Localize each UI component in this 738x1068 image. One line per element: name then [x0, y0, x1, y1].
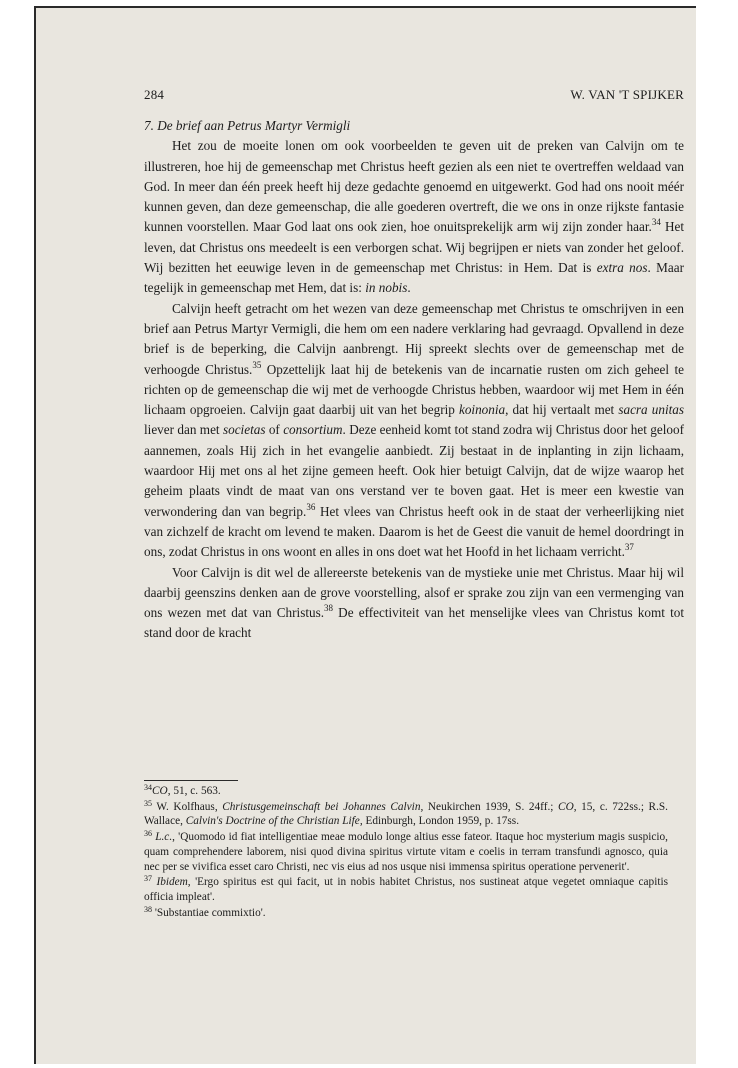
- footnote-ref-38: 38: [324, 603, 334, 614]
- paragraph-1: Het zou de moeite lonen om ook voorbeelden te geven uit de preken van Calvijn om te illustreren, hoe hij de gemeenschap met Christus heeft gezien als een niet te overtreffen weldaad van God. In meer dan één preek heeft hij deze gedachte genoemd en uitgewerkt. God had ons nooit méér kunnen geven, dan deze gemeenschap, die alle goederen overtreft, die we ons in onze rijkste fantasie kunnen voorstellen. Maar God laat ons ook zien, hoe onuitsprekelijk arm wij zijn zonder haar.$^{34}$ Het leven, dat Christus ons meedeelt is een verborgen schat. Wij begrijpen er niets van zonder het geloof. Wij bezitten het eeuwige leven in de gemeenschap met Christus: in Hem. Dat is extra nos. Maar tegelijk in gemeenschap met Hem, dat is: in nobis.: [144, 138, 684, 296]
- main-text: [144, 116, 684, 644]
- footnotes: [144, 784, 668, 921]
- page-number: 284: [144, 87, 165, 102]
- footnote-38: $^{38}$ 'Substantiae commixtio'.: [144, 904, 266, 919]
- running-header-author: W. VAN 'T SPIJKER: [570, 87, 684, 102]
- paragraph-3: Voor Calvijn is dit wel de allereerste betekenis van de mystieke unie met Christus. Maar hij wil daarbij geenszins denken aan de grove voorstelling, alsof er sprake zou zijn van een vermenging van ons wezen met dat van Christus.$^{38}$ De effectiviteit van het menselijke vlees van Christus komt tot stand door de kracht: [144, 564, 684, 641]
- footnote-37: $^{37}$ Ibidem, 'Ergo spiritus est qui facit, ut in nobis habitet Christus, nos sustineat atque vegetet omniaque capitis officia impleat'.: [144, 874, 669, 903]
- section-title: 7. De brief aan Petrus Martyr Vermigli: [144, 118, 351, 133]
- footnote-ref-37: 37: [624, 542, 634, 553]
- footnote-ref-36: 36: [306, 501, 316, 512]
- footnote-ref-34: 34: [651, 217, 661, 228]
- footnote-35: $^{35}$ W. Kolfhaus, Christusgemeinschaft bei Johannes Calvin, Neukirchen 1939, S. 24ff.; CO, 15, c. 722ss.; R.S. Wallace, Calvin's Doctrine of the Christian Life, Edinburgh, London 1959, p. 17ss.: [144, 798, 669, 828]
- footnote-36: $^{36}$ L.c., 'Quomodo id fiat intelligentiae meae modulo longe altius esse fateor. Itaque hoc mysterium magis suspicio, quam comprehendere laborem, nisi quod divina spiritus virtute vitam e coelis in terram transfundi agnosco, quia nec per se vivifica esset caro Christi, nec vis eius ad nos usque nisi immensa spiritus operatione pervenerit'.: [144, 829, 668, 873]
- footnote-ref-35: 35: [252, 359, 262, 370]
- footnote-separator: [144, 780, 238, 781]
- paragraph-2: Calvijn heeft getracht om het wezen van deze gemeenschap met Christus te omschrijven in een brief aan Petrus Martyr Vermigli, die hem om een nadere verklaring had gevraagd. Opvallend in deze brief is de beperking, die Calvijn aanbrengt. Hij spreekt slechts over de gemeenschap met de verhoogde Christus.$^{35}$ Opzettelijk laat hij de betekenis van de incarnatie rusten om zich geheel te richten op de gemeenschap die wij met de verhoogde Christus hebben, waardoor wij met Hem in één lichaam opgroeien. Calvijn gaat daarbij uit van het begrip koinonia, dat hij vertaalt met sacra unitas liever dan met societas of consortium. Deze eenheid komt tot stand zodra wij Christus door het geloof aannemen, zoals Hij zich in het evangelie aanbiedt. Zij bestaat in de inplanting in zijn lichaam, waardoor Hij met ons al het zijne gemeen heeft. Ook hier betuigt Calvijn, dat de wijze waarop het geheim plaats vindt de maat van ons verstand ver te boven gaat. Het is meer een kwestie van verwondering dan van begrip.$^{36}$ Het vlees van Christus heeft ook in de staat der verheerlijking niet van zichzelf de kracht om levend te maken. Daarom is het de Geest die vanuit de hemel doordringt in ons, zodat Christus in ons woont en alles in ons doet wat het Hoofd in het lichaam verricht.$^{37}$: [144, 300, 685, 560]
- running-header: [144, 87, 684, 105]
- footnote-34: $^{34}$CO, 51, c. 563.: [144, 783, 221, 797]
